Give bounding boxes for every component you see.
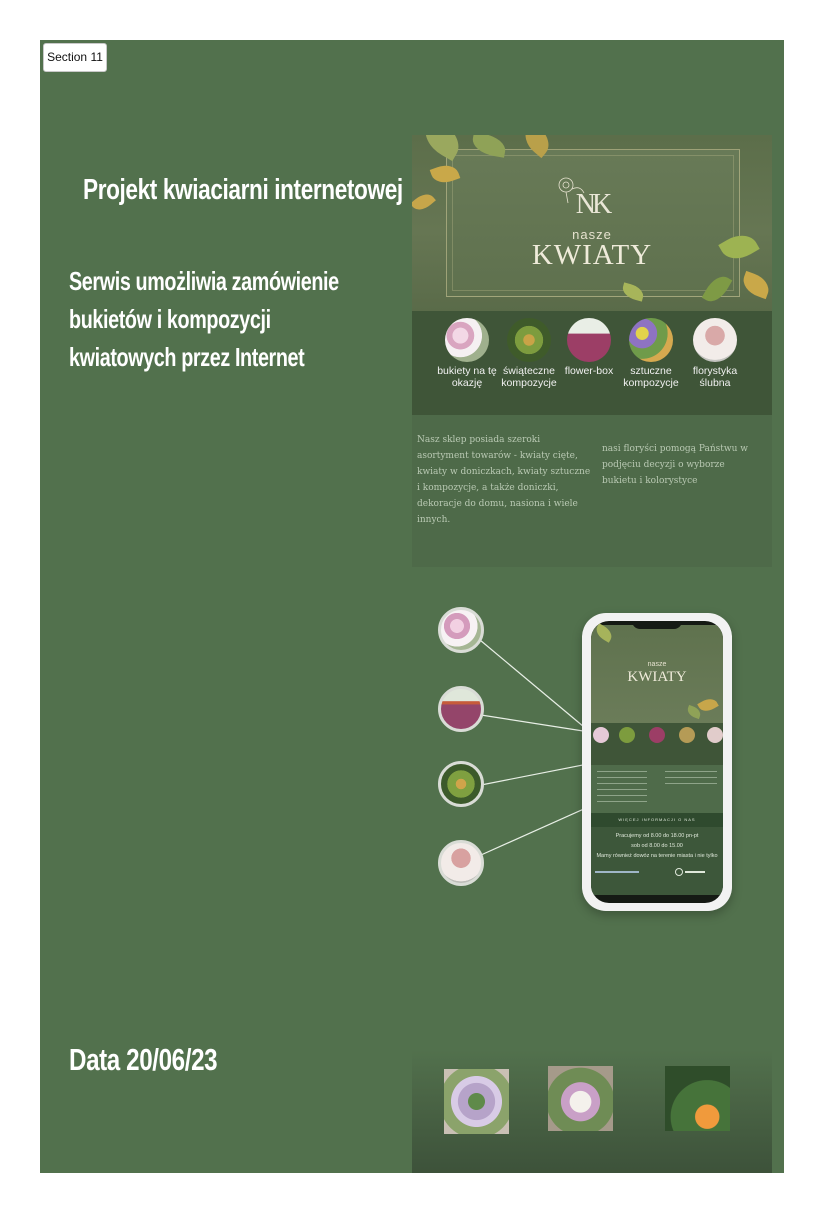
phone-hours-weekday: Pracujemy od 8.00 do 18.00 pn-pt: [615, 833, 699, 839]
leaf-decoration: [697, 695, 719, 714]
leaf-decoration: [593, 623, 615, 642]
logo-small-text: nasze: [572, 227, 612, 242]
phone-category-icon[interactable]: [649, 727, 665, 743]
phone-category-icon[interactable]: [593, 727, 609, 743]
section-badge[interactable]: Section 11: [43, 43, 107, 72]
about-text-right: nasi floryści pomogą Państwu w podjęciu decyzji o wyborze bukietu i kolorystyce: [602, 444, 748, 486]
phone-number: [685, 871, 705, 873]
phone-more-info-label: WIĘCEJ INFORMACJI O NAS: [618, 817, 696, 822]
phone-category-icon[interactable]: [619, 727, 635, 743]
category-label: sztuczne kompozycje: [623, 365, 679, 389]
project-description: Serwis umożliwia zamówienie bukietów i kompozycji kwiatowych przez Internet: [69, 266, 339, 372]
logo-main-text: KWIATY: [531, 239, 653, 271]
arrangement-photo-icon: [548, 1066, 613, 1131]
phone-notch: [632, 621, 682, 629]
category-label: florystyka ślubna: [692, 365, 738, 389]
phone-about-text: [597, 771, 647, 807]
phone-hours-saturday: sob od 8.00 do 15.00: [631, 843, 683, 849]
phone-category-icon[interactable]: [707, 727, 723, 743]
orange-roses-photo-icon: [665, 1066, 730, 1131]
logo-monogram: NK: [575, 189, 609, 220]
phone-facebook-link[interactable]: [595, 871, 639, 873]
phone-logo-main: KWIATY: [627, 669, 687, 685]
category-label: świąteczne kompozycje: [501, 365, 557, 389]
bouquet-thumbnail-icon: [438, 607, 484, 653]
phone-delivery-text: Mamy również dowóz na terenie miasta i nie tylko: [596, 853, 718, 859]
phone-hero: [591, 625, 723, 723]
phone-about-text: [665, 771, 717, 789]
phone-footer: [591, 827, 723, 895]
flower-box-thumbnail-icon: [438, 686, 484, 732]
phone-screen: [591, 621, 723, 903]
about-text-left: Nasz sklep posiada szeroki asortyment towarów - kwiaty cięte, kwiaty w doniczkach, kwiaty sztuczne i kompozycje, a także doniczki, dekoracje do domu, nasiona i wiele innych.: [417, 435, 591, 525]
christmas-thumbnail-icon: [438, 761, 484, 807]
phone-mockup: [582, 613, 732, 911]
phone-logo-small: nasze: [647, 661, 667, 668]
category-label: flower-box: [564, 365, 614, 377]
wreath-photo-icon: [444, 1069, 509, 1134]
page-title: Projekt kwiaciarni internetowej: [83, 174, 403, 206]
phone-about-section: [591, 765, 723, 813]
phone-category-band: [591, 723, 723, 765]
project-date: Data 20/06/23: [69, 1042, 218, 1077]
category-label: bukiety na tę okazję: [437, 365, 497, 389]
wedding-thumbnail-icon: [438, 840, 484, 886]
phone-more-info-button[interactable]: [591, 813, 723, 827]
phone-icon: [675, 868, 683, 876]
phone-category-icon[interactable]: [679, 727, 695, 743]
